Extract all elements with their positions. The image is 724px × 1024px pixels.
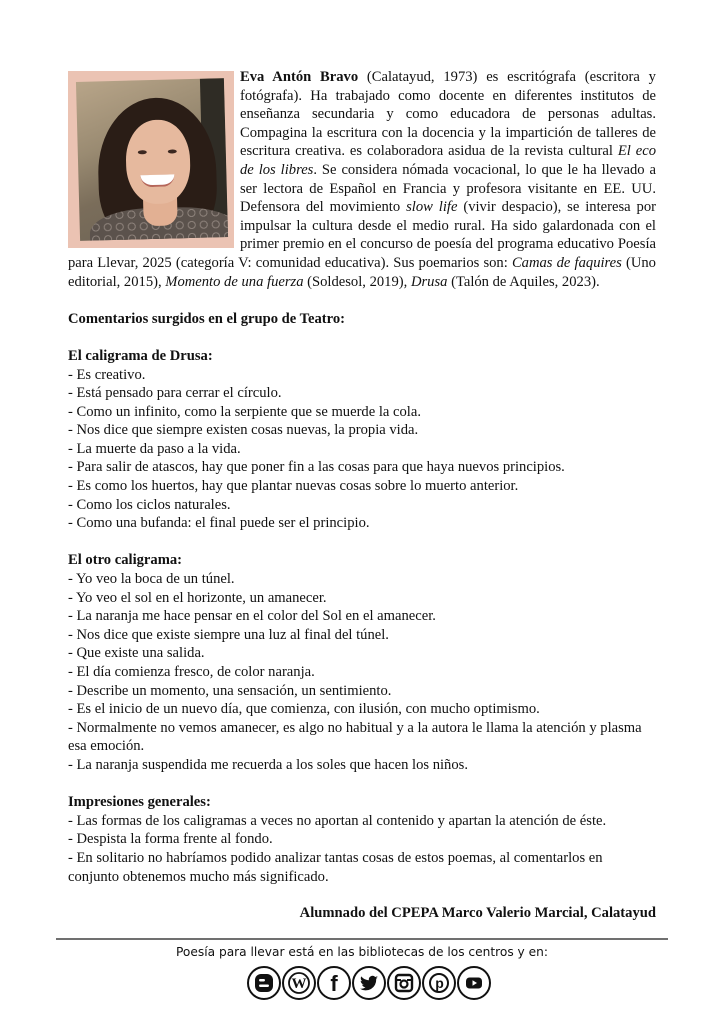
list-item: - En solitario no habríamos podido analizar tantas cosas de estos poemas, al comentarlos en conjunto obtenemos mucho más significado. [68, 849, 603, 885]
list-item: - La naranja suspendida me recuerda a los soles que hacen los niños. [68, 756, 468, 773]
spacer [68, 328, 656, 347]
list-item: - Despista la forma frente al fondo. [68, 831, 273, 848]
instagram-icon[interactable] [387, 966, 421, 1000]
svg-text:W: W [291, 976, 307, 992]
list-item: - El día comienza fresco, de color naranja. [68, 664, 315, 680]
list-item: - Nos dice que siempre existen cosas nuevas, la propia vida. [68, 422, 419, 439]
twitter-icon[interactable] [352, 966, 386, 1000]
footer-text: Poesía para llevar está en las bibliotecas de los centros y en: [176, 945, 548, 959]
signature: Alumnado del CPEPA Marco Valerio Marcial, Calatayud [299, 905, 656, 922]
blogger-icon[interactable] [247, 966, 281, 1000]
magazine-title: El eco de los libres [240, 143, 656, 178]
list-item: - Para salir de atascos, hay que poner fin a las cosas para que haya nuevos principios. [68, 459, 565, 476]
bio-text-5: (Soldesol, 2019), [303, 273, 411, 290]
photo-face-shape [125, 119, 191, 205]
youtube-icon[interactable] [457, 966, 491, 1000]
list-item: - La naranja me hace pensar en el color del Sol en el amanecer. [68, 608, 436, 625]
section-title: Impresiones generales: [68, 794, 211, 811]
book-title-3: Drusa [410, 273, 448, 290]
list-item: - Que existe una salida. [68, 645, 205, 662]
comment-sections [68, 328, 656, 886]
list-item: - Describe un momento, una sensación, un sentimiento. [68, 682, 392, 699]
bio-text-1: (Calatayud, 1973) es escritógrafa (escritora y fotógrafa). Ha trabajado como docente en diferentes institutos de enseñanza secundaria y como educadora de personas adultas. Compagina la escritura con la docencia y la impartición de talleres de escritura creativa. es colaboradora asidua de la revista cultural [240, 69, 656, 160]
facebook-icon[interactable] [317, 966, 351, 1000]
list-item: - Normalmente no vemos amanecer, es algo no habitual y a la autora le llama la atención y plasma esa emoción. [68, 719, 642, 755]
list-item: - Está pensado para cerrar el círculo. [68, 385, 282, 402]
list-item: - Es creativo. [68, 366, 146, 383]
list-item: - Las formas de los caligramas a veces no aportan al contenido y apartan la atención de éste. [68, 812, 607, 829]
bio-text-4: (Uno editorial, 2015), [68, 254, 656, 290]
author-name: Eva Antón Bravo [240, 69, 359, 85]
list-item: - La muerte da paso a la vida. [68, 440, 241, 457]
book-title-1: Camas de faquires [511, 254, 622, 271]
svg-text:f: f [330, 971, 338, 995]
comments-heading: Comentarios surgidos en el grupo de Teatro: [68, 310, 346, 327]
list-item: - Como los ciclos naturales. [68, 496, 231, 513]
footer-divider [56, 938, 668, 940]
movement-name: slow life [406, 199, 458, 216]
section-title: El caligrama de Drusa: [68, 347, 213, 364]
social-icons [247, 966, 491, 1000]
list-item: - Como una bufanda: el final puede ser el principio. [68, 515, 370, 532]
photo-image [76, 78, 228, 241]
bio-text-2: . Se considera nómada vocacional, lo que le ha llevado a ser lectora de Español en Francia y profesora visitante en EE. UU. Defensora del movimiento [240, 161, 656, 216]
list-item: - Es el inicio de un nuevo día, que comienza, con ilusión, con mucho optimismo. [68, 701, 540, 718]
list-item: - Yo veo la boca de un túnel. [68, 571, 235, 588]
author-photo [68, 71, 234, 248]
author-bio [68, 68, 656, 291]
list-item: - Yo veo el sol en el horizonte, un amanecer. [68, 589, 327, 606]
list-item: - Como un infinito, como la serpiente que se muerde la cola. [68, 403, 421, 420]
bio-text-6: (Talón de Aquiles, 2023). [447, 273, 600, 290]
page-content [68, 68, 656, 937]
svg-text:p: p [435, 975, 444, 991]
wordpress-icon[interactable] [282, 966, 316, 1000]
pinterest-icon[interactable] [422, 966, 456, 1000]
section-title: El otro caligrama: [68, 552, 183, 569]
spacer [68, 533, 656, 552]
spacer [68, 775, 656, 794]
bio-text-3: (vivir despacio), se interesa por impulsar la cultura desde el medio rural. Ha sido galardonada con el primer premio en el concurso de poesía del programa educativo Poesía para Llevar, 2025 (categoría V: comunidad educativa). Sus poemarios son: [68, 199, 656, 271]
spacer [68, 291, 656, 310]
list-item: - Nos dice que existe siempre una luz al final del túnel. [68, 626, 389, 643]
list-item: - Es como los huertos, hay que plantar nuevas cosas sobre lo muerto anterior. [68, 478, 519, 495]
book-title-2: Momento de una fuerza [165, 273, 304, 290]
